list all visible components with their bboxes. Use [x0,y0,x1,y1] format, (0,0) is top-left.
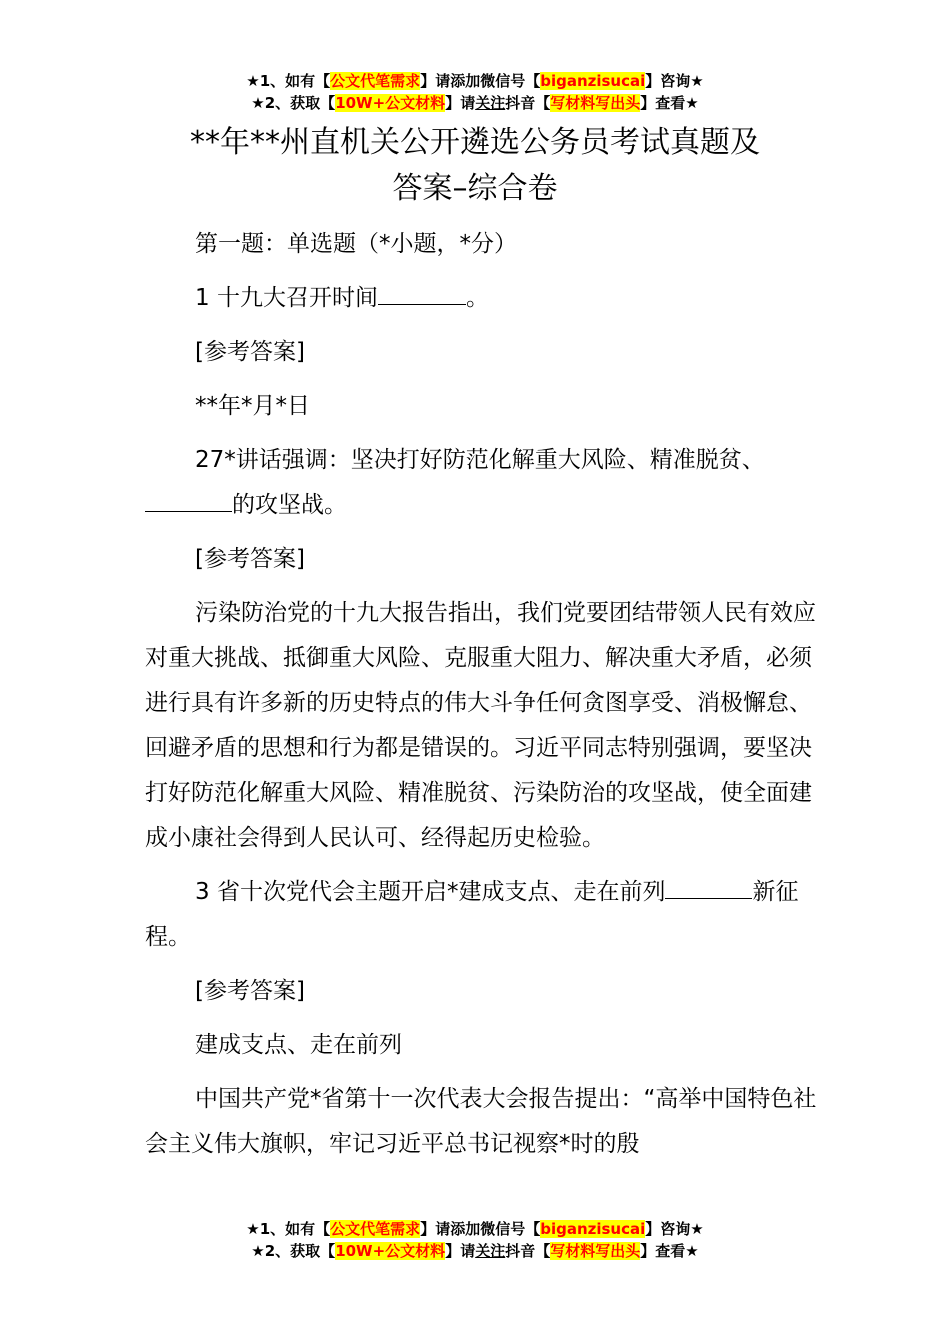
banner-highlight: 公文代笔需求 [330,72,421,90]
banner-text: ★1、如有【 [246,1220,331,1238]
banner-underlined: 关注 [475,1242,506,1260]
answer-3-detail: 中国共产党*省第十一次代表大会报告提出：“高举中国特色社会主义伟大旗帜，牢记习近平总书记视察*时的殷 [145,1086,817,1157]
question-text: 的攻坚战。 [232,492,347,518]
banner-highlight: 10W+公文材料 [335,94,446,112]
banner-text: 抖音【 [505,1242,551,1260]
title-line-2: 答案–综合卷 [392,171,558,206]
banner-text: 】咨询★ [645,1220,704,1238]
answer-2: 污染防治党的十九大报告指出，我们党要团结带领人民有效应对重大挑战、抵御重大风险、克服重大阻力、解决重大矛盾，必须进行具有许多新的历史特点的伟大斗争任何贪图享受、消极懈怠、回避矛盾的思想和行为都是错误的。习近平同志特别强调，要坚决打好防范化解重大风险、精准脱贫、污染防治的攻坚战，使全面建成小康社会得到人民认可、经得起历史检验。 [145,600,816,851]
banner-text: 】请添加微信号【 [420,72,541,90]
question-2 [145,438,825,528]
banner-text: 】查看★ [640,1242,699,1260]
douyin-highlight: 写材料写出头 [550,1242,641,1260]
question-text: 1 十九大召开时间 [195,285,378,311]
header-banner [0,70,950,114]
reference-answer-label: [参考答案] [195,978,305,1004]
wechat-id-highlight: biganzisucai [540,1220,646,1238]
answer-blank [378,278,466,305]
question-text: 27*讲话强调：坚决打好防范化解重大风险、精准脱贫、 [195,447,765,473]
banner-text: ★2、获取【 [251,1242,336,1260]
banner-highlight: 公文代笔需求 [330,1220,421,1238]
banner-text: 】请 [445,1242,476,1260]
question-text: 新征程。 [145,879,799,950]
question-3 [145,870,825,960]
answer-blank [145,485,232,512]
banner-text: 抖音【 [505,94,551,112]
answer-1: **年*月*日 [195,393,310,419]
banner-text: ★1、如有【 [246,72,331,90]
question-text: 。 [465,285,489,311]
banner-underlined: 关注 [475,94,506,112]
banner-line-2 [0,92,950,114]
title-line-1: **年**州直机关公开遴选公务员考试真题及 [190,125,760,160]
reference-answer-label: [参考答案] [195,546,305,572]
banner-text: 】咨询★ [645,72,704,90]
banner-text: ★2、获取【 [251,94,336,112]
banner-highlight: 10W+公文材料 [335,1242,446,1260]
reference-answer-label: [参考答案] [195,339,305,365]
wechat-id-highlight: biganzisucai [540,72,646,90]
banner-line-2 [0,1240,950,1262]
banner-line-1 [0,1218,950,1240]
banner-text: 】请 [445,94,476,112]
question-1 [145,276,825,321]
document-title [0,120,950,212]
footer-banner [0,1218,950,1262]
banner-text: 】查看★ [640,94,699,112]
douyin-highlight: 写材料写出头 [550,94,641,112]
document-body [145,222,825,1176]
answer-3: 建成支点、走在前列 [195,1032,402,1058]
banner-line-1 [0,70,950,92]
section-heading: 第一题：单选题（*小题，*分） [195,231,517,257]
banner-text: 】请添加微信号【 [420,1220,541,1238]
question-text: 3 省十次党代会主题开启*建成支点、走在前列 [195,879,666,905]
answer-blank [665,872,752,899]
